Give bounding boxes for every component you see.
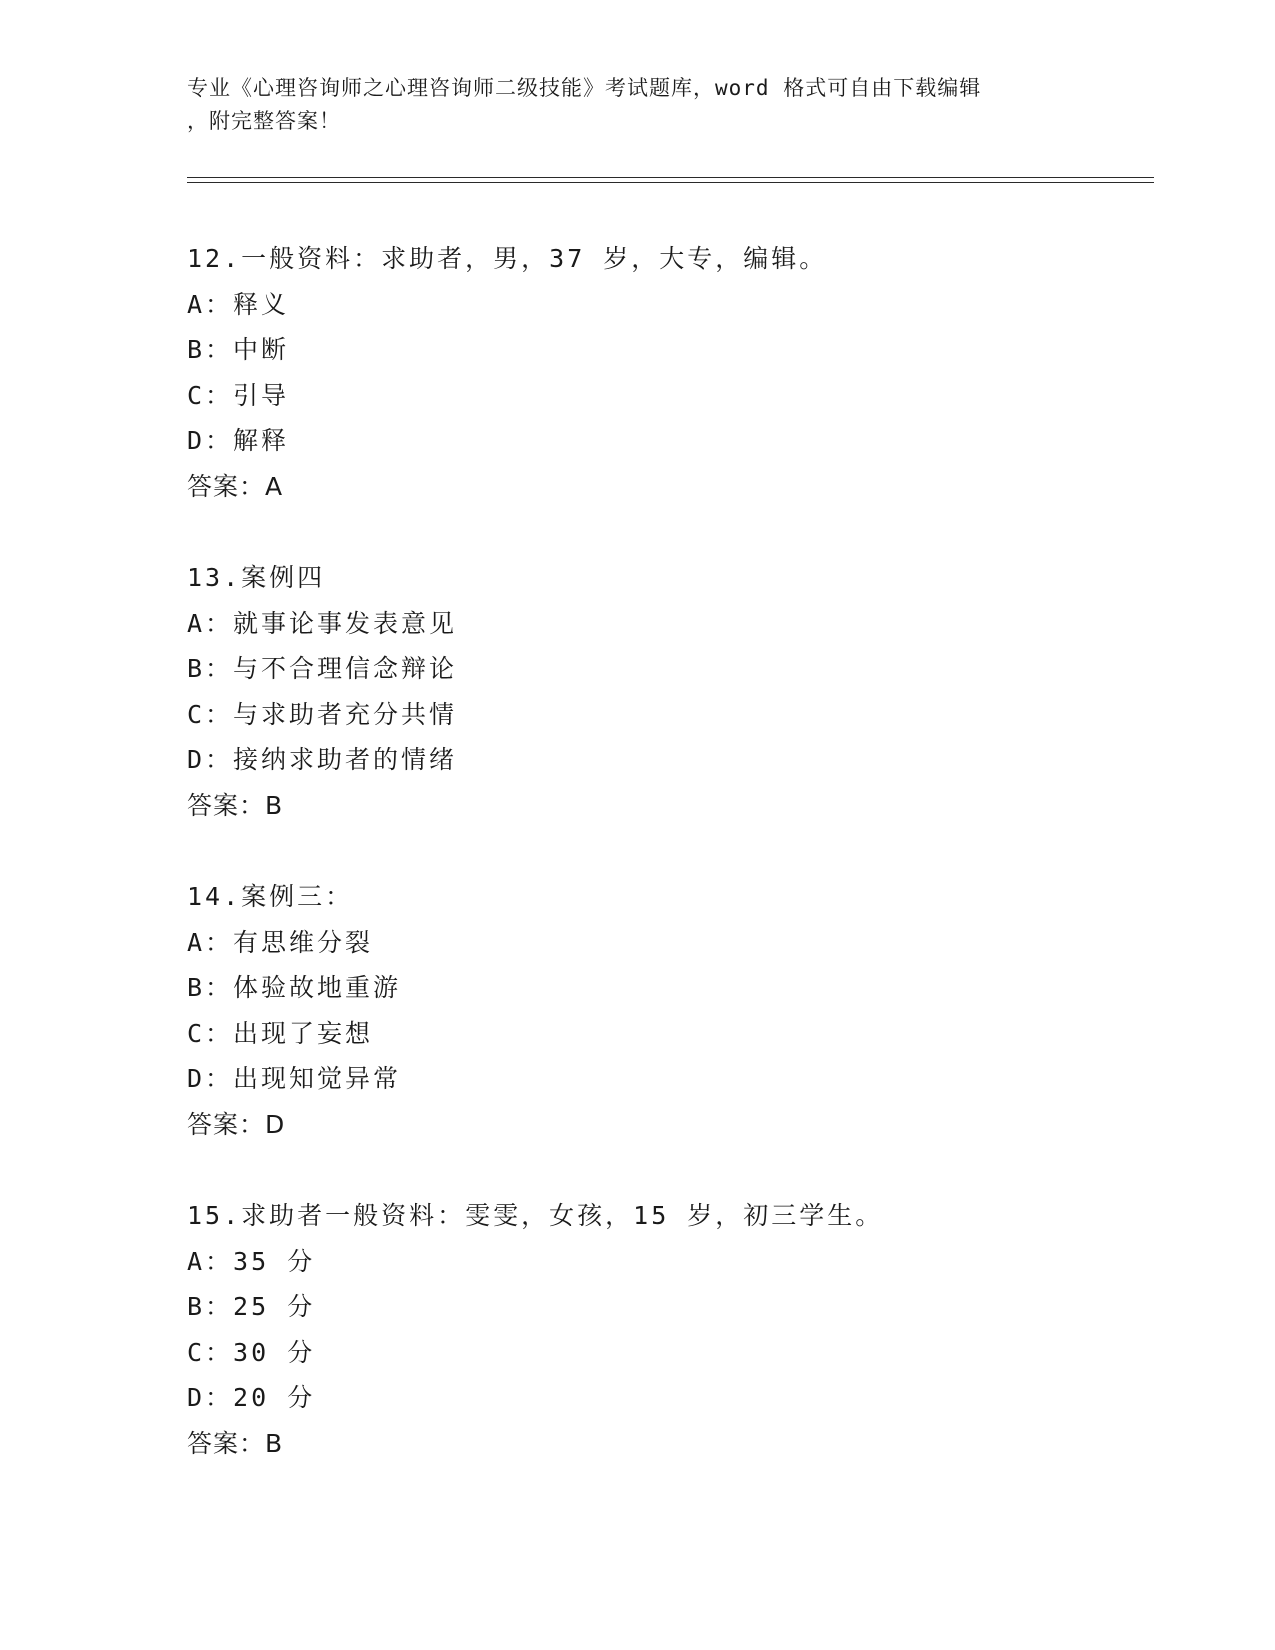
question-12 <box>187 236 1147 509</box>
question-stem: 12.一般资料：求助者，男，37 岁，大专，编辑。 <box>187 244 828 273</box>
option-b: B：体验故地重游 <box>187 973 402 1002</box>
header-line-2: ，附完整答案！ <box>187 109 341 133</box>
option-b: B：与不合理信念辩论 <box>187 654 458 683</box>
header-divider-top <box>187 177 1154 178</box>
option-b: B：25 分 <box>187 1292 316 1321</box>
option-d: D：20 分 <box>187 1383 316 1412</box>
question-list <box>187 236 1147 1512</box>
document-header <box>187 72 1087 138</box>
option-a: A：有思维分裂 <box>187 927 374 957</box>
option-c: C：引导 <box>187 380 290 410</box>
header-line-1: 专业《心理咨询师之心理咨询师二级技能》考试题库，word 格式可自由下载编辑 <box>187 76 982 100</box>
question-13 <box>187 555 1147 828</box>
option-c: C：与求助者充分共情 <box>187 699 458 729</box>
option-d: D：接纳求助者的情绪 <box>187 745 458 774</box>
question-14 <box>187 874 1147 1147</box>
option-a: A：就事论事发表意见 <box>187 608 458 638</box>
question-stem: 15.求助者一般资料：雯雯，女孩，15 岁，初三学生。 <box>187 1201 884 1230</box>
option-a: A：35 分 <box>187 1246 316 1276</box>
header-divider-bottom <box>187 182 1154 183</box>
option-d: D：解释 <box>187 426 290 455</box>
answer-line: 答案：B <box>187 1428 284 1458</box>
question-stem: 13.案例四 <box>187 563 326 592</box>
option-c: C：出现了妄想 <box>187 1018 374 1048</box>
question-stem: 14.案例三： <box>187 882 354 911</box>
answer-line: 答案：D <box>187 1109 286 1139</box>
option-d: D：出现知觉异常 <box>187 1064 402 1093</box>
question-15 <box>187 1193 1147 1466</box>
answer-line: 答案：A <box>187 471 284 501</box>
answer-line: 答案：B <box>187 790 284 820</box>
option-b: B：中断 <box>187 335 290 364</box>
option-c: C：30 分 <box>187 1337 316 1367</box>
option-a: A：释义 <box>187 289 290 319</box>
